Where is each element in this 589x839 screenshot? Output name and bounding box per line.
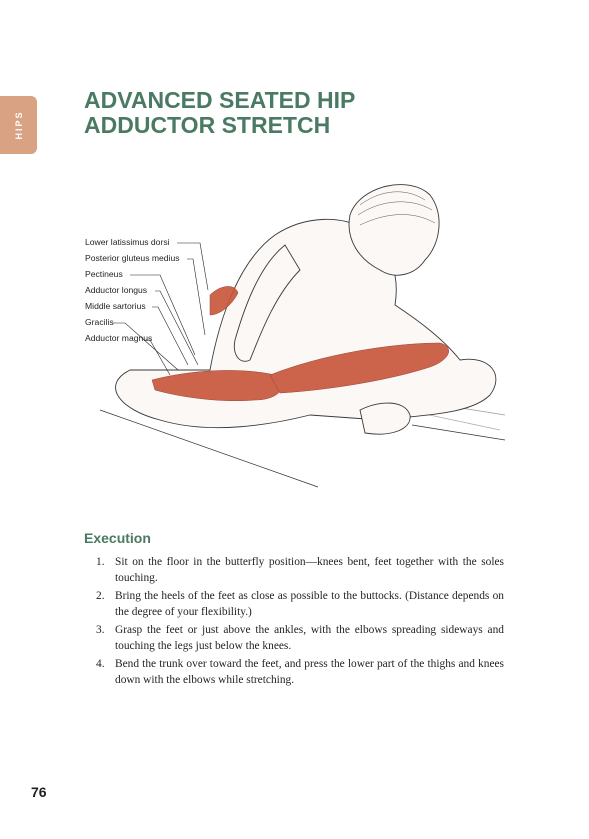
page-number: 76	[31, 784, 47, 800]
execution-step	[96, 623, 504, 654]
step-number: 3.	[96, 624, 105, 636]
page-title-line-2: ADDUCTOR STRETCH	[84, 112, 331, 138]
label-adductor-longus: Adductor longus	[85, 285, 148, 295]
label-posterior-gluteus-medius: Posterior gluteus medius	[85, 253, 180, 263]
page-title-line-1: ADVANCED SEATED HIP	[84, 87, 356, 113]
execution-heading: Execution	[84, 530, 151, 546]
section-tab	[0, 96, 37, 154]
label-lower-latissimus-dorsi: Lower latissimus dorsi	[85, 237, 170, 247]
page-title	[84, 88, 504, 138]
step-text: Grasp the feet or just above the ankles, with the elbows spreading sideways and touching the legs just below the knees.	[115, 624, 504, 652]
label-adductor-magnus: Adductor magnus	[85, 333, 153, 343]
label-pectineus: Pectineus	[85, 269, 123, 279]
label-gracilis: Gracilis	[85, 317, 114, 327]
execution-step	[96, 555, 504, 586]
execution-step	[96, 589, 504, 620]
label-middle-sartorius: Middle sartorius	[85, 301, 146, 311]
body-outline	[116, 185, 496, 435]
step-number: 1.	[96, 556, 105, 568]
step-text: Bend the trunk over toward the feet, and press the lower part of the thighs and knees down with the elbows while stretching.	[115, 658, 504, 686]
section-tab-label: HIPS	[13, 110, 24, 140]
step-number: 4.	[96, 658, 105, 670]
execution-step	[96, 657, 504, 688]
step-number: 2.	[96, 590, 105, 602]
execution-steps	[96, 555, 504, 691]
step-text: Sit on the floor in the butterfly position—knees bent, feet together with the soles touching.	[115, 556, 504, 584]
step-text: Bring the heels of the feet as close as possible to the buttocks. (Distance depends on the degree of your flexibility.)	[115, 590, 504, 618]
